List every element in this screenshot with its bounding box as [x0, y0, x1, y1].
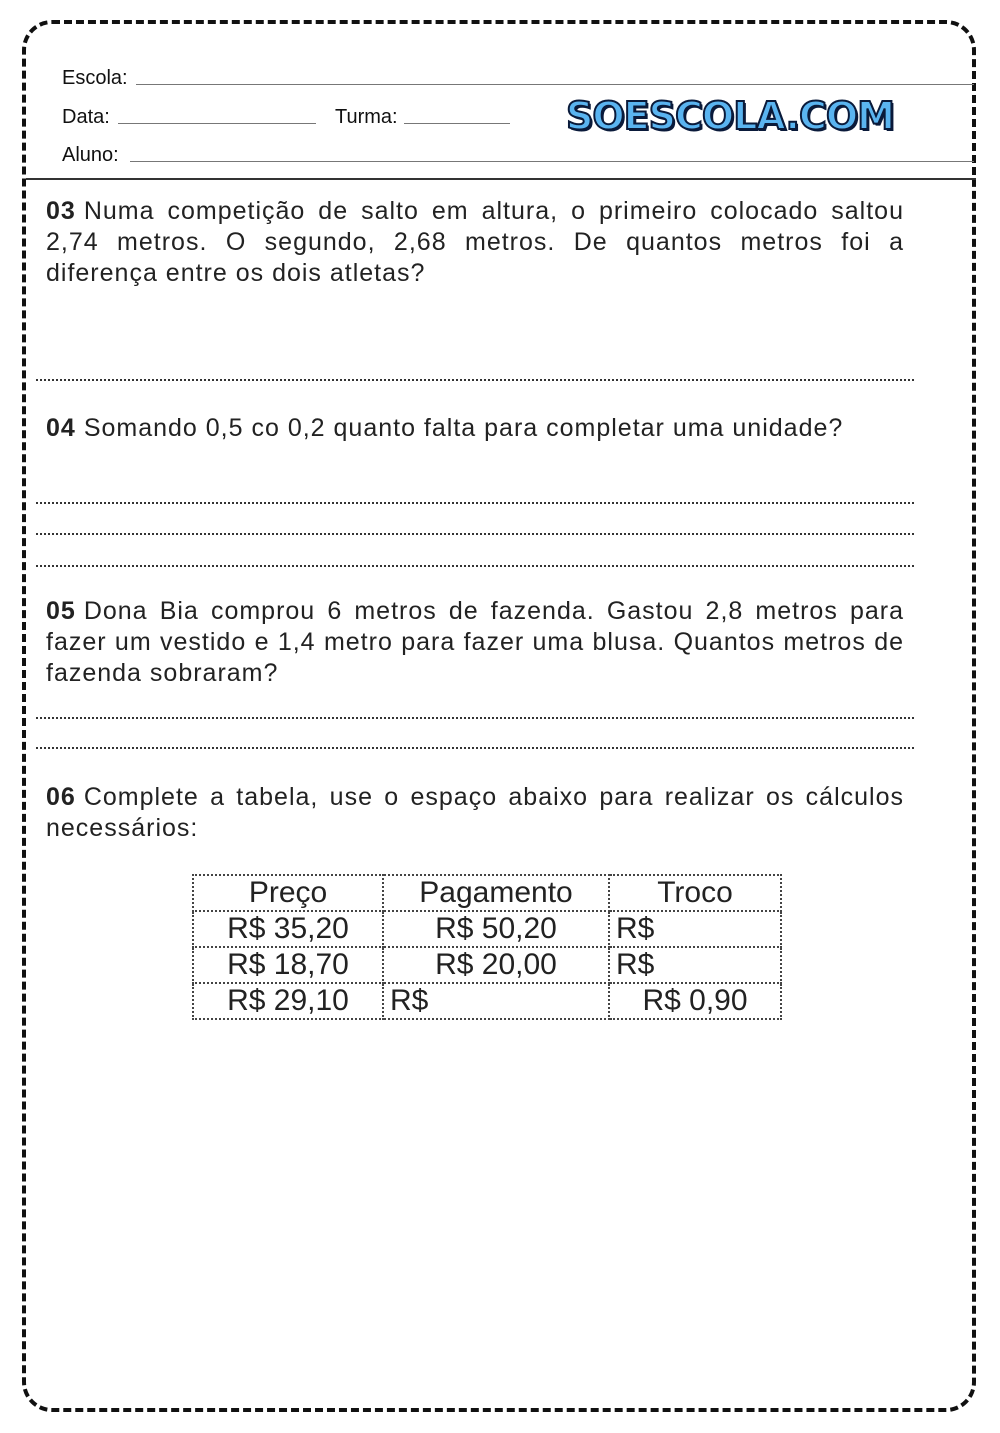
answer-line[interactable]: [36, 747, 914, 749]
data-label: Data:: [62, 106, 110, 128]
site-logo: SOESCOLA.COM: [566, 94, 894, 138]
cell-preco: R$ 35,20: [193, 911, 383, 947]
table-header-row: [193, 875, 781, 911]
turma-field[interactable]: [404, 123, 510, 124]
question-text: Complete a tabela, use o espaço abaixo para realizar os cálculos necessários:: [46, 783, 904, 842]
cell-troco[interactable]: R$: [609, 911, 781, 947]
question-04: [46, 413, 904, 444]
question-number: 04: [46, 414, 76, 442]
question-05: [46, 596, 904, 689]
cell-pagamento: R$ 50,20: [383, 911, 609, 947]
cell-pagamento[interactable]: R$: [383, 983, 609, 1019]
answer-line[interactable]: [36, 717, 914, 719]
question-text: Somando 0,5 co 0,2 quanto falta para completar uma unidade?: [83, 414, 844, 442]
cell-preco: R$ 18,70: [193, 947, 383, 983]
question-number: 05: [46, 597, 76, 625]
answer-line[interactable]: [36, 565, 914, 567]
question-text: Dona Bia comprou 6 metros de fazenda. Gastou 2,8 metros para fazer um vestido e 1,4 metro para fazer uma blusa. Quantos metros de fazenda sobraram?: [46, 597, 904, 687]
cell-troco: R$ 0,90: [609, 983, 781, 1019]
header-preco: Preço: [193, 875, 383, 911]
header-pagamento: Pagamento: [383, 875, 609, 911]
question-06: [46, 782, 904, 844]
aluno-label: Aluno:: [62, 144, 119, 166]
escola-field[interactable]: [136, 84, 974, 85]
question-number: 06: [46, 783, 76, 811]
change-table: [192, 874, 782, 1020]
header-separator: [26, 178, 976, 180]
turma-label: Turma:: [335, 106, 398, 128]
table-row: [193, 911, 781, 947]
answer-line[interactable]: [36, 502, 914, 504]
header-troco: Troco: [609, 875, 781, 911]
escola-label: Escola:: [62, 67, 128, 89]
cell-preco: R$ 29,10: [193, 983, 383, 1019]
question-03: [46, 196, 904, 289]
table-row: [193, 983, 781, 1019]
table-row: [193, 947, 781, 983]
answer-line[interactable]: [36, 533, 914, 535]
question-text: Numa competição de salto em altura, o primeiro colocado saltou 2,74 metros. O segundo, 2,68 metros. De quantos metros foi a diferença entre os dois atletas?: [46, 197, 904, 287]
aluno-field[interactable]: [130, 161, 974, 162]
cell-pagamento: R$ 20,00: [383, 947, 609, 983]
cell-troco[interactable]: R$: [609, 947, 781, 983]
data-field[interactable]: [118, 123, 316, 124]
question-number: 03: [46, 197, 76, 225]
answer-line[interactable]: [36, 379, 914, 381]
